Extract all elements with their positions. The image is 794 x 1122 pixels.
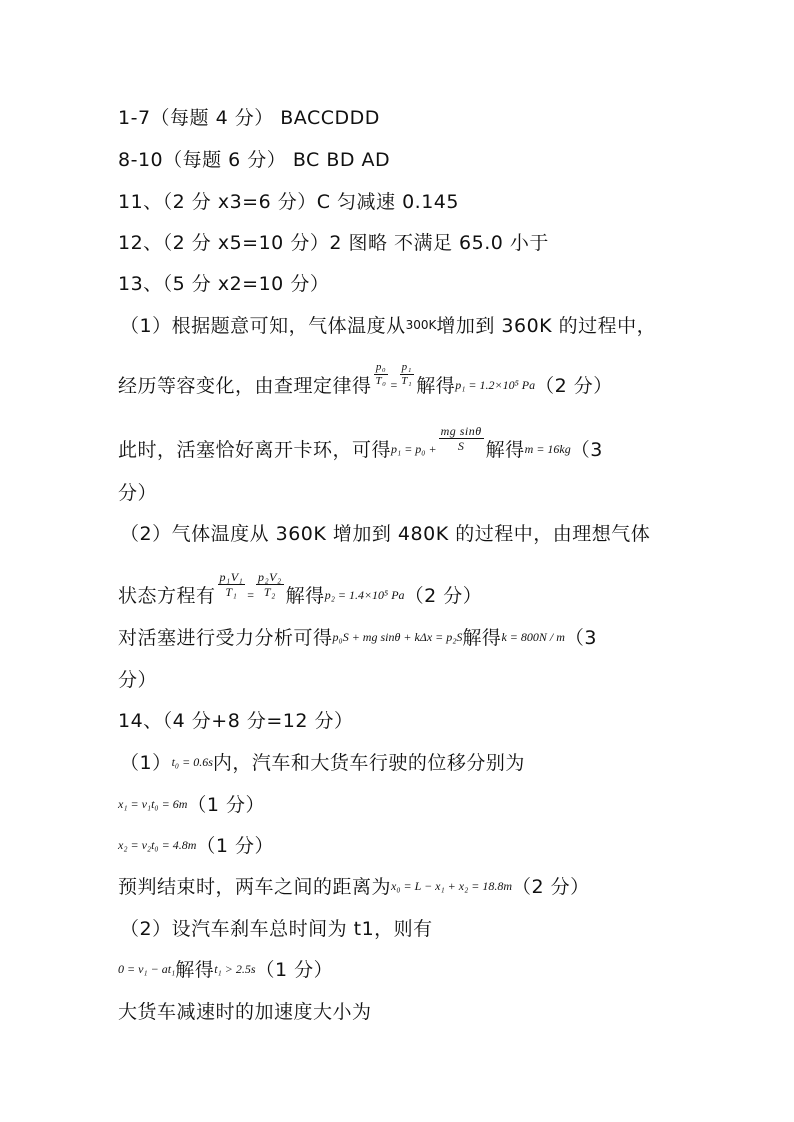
q13-eq-k: k = 800N / m xyxy=(501,630,565,644)
q13-points: （2 分） xyxy=(535,375,613,397)
q13-text: 增加到 360K 的过程中， xyxy=(436,315,657,337)
q14-points: （1 分） xyxy=(255,959,334,981)
gas-law-fraction-left: $\frac{\text{p₁V₁}}{\text{T₁}}$ xyxy=(219,570,244,599)
q14-text: 内，汽车和大货车行驶的位移分别为 xyxy=(212,752,525,774)
answer-line-1-7: 1-7（每题 4 分） BACCDDD xyxy=(118,107,380,129)
q13-temp-300k: 300K xyxy=(405,318,437,332)
q13-part1-line1 xyxy=(120,314,656,340)
q14-eq-t0: t₀ = 0.6s xyxy=(171,755,213,769)
q14-part1-line1 xyxy=(120,751,525,777)
q13-text: 解得 xyxy=(462,627,502,649)
q14-text: 解得 xyxy=(175,959,215,981)
q13-points: （3 xyxy=(564,627,597,649)
q14-distance-line xyxy=(118,875,590,901)
q14-points: （1 分） xyxy=(187,794,266,816)
q13-text: 解得 xyxy=(485,439,525,461)
q13-text: 此时，活塞恰好离开卡环，可得 xyxy=(118,439,392,461)
q13-fraction-mgsin: $\frac{\text{mg sinθ}}{S}$ xyxy=(440,424,482,453)
q13-text: 对活塞进行受力分析可得 xyxy=(118,627,333,649)
q14-points: （1 分） xyxy=(196,835,275,857)
q13-points-cont: 分） xyxy=(118,482,158,504)
q14-eq-t1: t₁ > 2.5s xyxy=(214,962,256,976)
q13-text: （1）根据题意可知，气体温度从 xyxy=(120,315,406,337)
q13-eq-lhs: p₁ = p₀ + xyxy=(391,442,437,456)
q13-text: 解得 xyxy=(285,585,325,607)
charles-law-fraction-left: $\frac{\text{p₀}}{\text{T₀}}$ xyxy=(375,361,387,387)
q13-text: 状态方程有 xyxy=(118,585,216,607)
q14-x1-line xyxy=(118,793,265,819)
answer-line-14-header: 14、（4 分+8 分=12 分） xyxy=(118,710,354,732)
q13-part2-line1: （2）气体温度从 360K 增加到 480K 的过程中，由理想气体 xyxy=(120,523,651,545)
q14-eq-x2: x₂ = v₂t₀ = 4.8m xyxy=(118,838,197,852)
charles-law-fraction-right: $\frac{\text{p₁}}{\text{T₁}}$ xyxy=(401,361,413,387)
q14-text: 预判结束时，两车之间的距离为 xyxy=(118,876,392,898)
q13-points: （2 分） xyxy=(404,585,483,607)
q14-eq-x0: x₀ = L − x₁ + x₂ = 18.8m xyxy=(391,879,513,893)
q13-part2-line3 xyxy=(118,626,597,652)
q14-eq-brake: 0 = v₁ − at₁ xyxy=(118,962,176,976)
answer-line-8-10: 8-10（每题 6 分） BC BD AD xyxy=(118,149,391,171)
q14-points: （2 分） xyxy=(512,876,590,898)
q14-part2-line1: （2）设汽车刹车总时间为 t1，则有 xyxy=(120,918,433,940)
q13-eq-force: p₀S + mg sinθ + kΔx = p₂S xyxy=(332,630,463,644)
q14-eq-x1: x₁ = v₁t₀ = 6m xyxy=(118,797,188,811)
q14-text: （1） xyxy=(120,752,172,774)
q13-eq-m: m = 16kg xyxy=(524,442,571,456)
answer-line-12: 12、（2 分 x5=10 分）2 图略 不满足 65.0 小于 xyxy=(118,232,549,254)
q13-part2-line2: 状态方程有 $\frac{\text{p₁V₁}}{\text{T₁}}$ = $\frac{\text{p₂V₂}}{\text{T₂}}$ 解得p₂ = 1.4×10⁵ Pa（2 分） xyxy=(118,570,483,607)
answer-line-13-header: 13、（5 分 x2=10 分） xyxy=(118,273,330,295)
q13-eq-p2: p₂ = 1.4×10⁵ Pa xyxy=(324,588,405,602)
q14-x2-line xyxy=(118,834,274,860)
q13-points: （3 xyxy=(570,439,603,461)
answer-line-11: 11、（2 分 x3=6 分）C 匀减速 0.145 xyxy=(118,191,459,213)
q13-points-cont: 分） xyxy=(118,669,158,691)
q13-part1-line2: 经历等容变化，由查理定律得 $\frac{\text{p₀}}{\text{T₀}}$ = $\frac{\text{p₁}}{\text{T₁}}$ 解得p₁ = 1.2×10⁵ Pa（2 分） xyxy=(118,361,613,397)
q13-eq-p1: p₁ = 1.2×10⁵ Pa xyxy=(455,378,536,392)
q14-part2-line2 xyxy=(118,958,333,984)
gas-law-fraction-right: $\frac{\text{p₂V₂}}{\text{T₂}}$ xyxy=(257,570,282,599)
q13-text: 经历等容变化，由查理定律得 xyxy=(118,375,372,397)
q13-text: 解得 xyxy=(416,375,456,397)
q13-part1-line3 xyxy=(118,424,603,465)
q14-part2-line3: 大货车减速时的加速度大小为 xyxy=(118,1001,372,1023)
